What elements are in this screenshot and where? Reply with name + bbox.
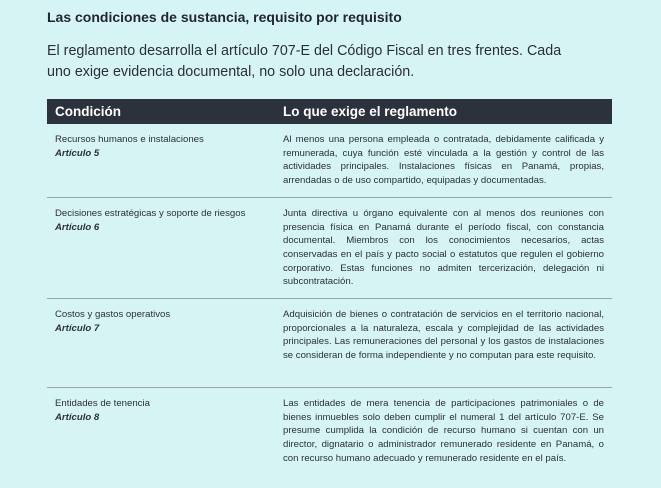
table-row (47, 299, 612, 388)
condition-name: Decisiones estratégicas y soporte de riesgos (55, 207, 246, 219)
condition-cell (47, 197, 275, 298)
requirement-cell: Las entidades de mera tenencia de participaciones patrimoniales o de bienes inmuebles solo deben cumplir el numeral 1 del artículo 707-E. Se presume cumplida la condición de recurso humano si cuentan con un director, dignatario o administrador remunerado residente en Panamá, o con recurso humano adecuado y remunerado residente en el país. (283, 398, 604, 464)
condition-name: Costos y gastos operativos (55, 309, 171, 321)
requirements-table (47, 99, 612, 476)
table-row (47, 197, 612, 298)
article-reference: Artículo 7 (55, 322, 100, 334)
condition-cell (47, 388, 275, 477)
requirement-cell: Adquisición de bienes o contratación de servicios en el territorio nacional, proporcionales a la naturaleza, escala y complejidad de las actividades principales. Las remuneraciones del personal y los gastos de instalaciones se consideran de forma independiente y no computan para este requisito. (275, 299, 612, 388)
condition-name: Entidades de tenencia (55, 398, 150, 410)
section-title: Las condiciones de sustancia, requisito por requisito (47, 9, 402, 25)
requirement-cell: Al menos una persona empleada o contratada, debidamente calificada y remunerada, cuya función esté vinculada a la gestión y control de las actividades principales. Instalaciones físicas en Panamá, propias, arrendadas o de uso compartido, equipadas y documentadas. (275, 124, 612, 197)
requirement-cell: Junta directiva u órgano equivalente con al menos dos reuniones con presencia física en Panamá durante el período fiscal, con constancia documental. Miembros con los conocimientos necesarios, actas conservadas en el país y pacto social o estatutos que regulen el gobierno corporativo. Estas funciones no admiten tercerización, delegación ni subcontratación. (275, 197, 612, 298)
article-reference: Artículo 6 (55, 221, 100, 233)
column-header-condition: Condición (47, 99, 275, 124)
condition-cell (47, 124, 275, 197)
table-header (47, 99, 612, 124)
condition-name: Recursos humanos e instalaciones (55, 134, 204, 145)
condition-cell (47, 299, 275, 388)
table-row (47, 124, 612, 197)
table-row (47, 388, 612, 477)
article-reference: Artículo 5 (55, 147, 100, 159)
table-header-row (47, 99, 612, 124)
intro-paragraph: El reglamento desarrolla el artículo 707-E del Código Fiscal en tres frentes. Cada uno exige evidencia documental, no solo una declaración. (47, 43, 562, 80)
article-reference: Artículo 8 (55, 411, 100, 423)
table-body (47, 124, 612, 476)
column-header-requirement: Lo que exige el reglamento (275, 99, 612, 124)
